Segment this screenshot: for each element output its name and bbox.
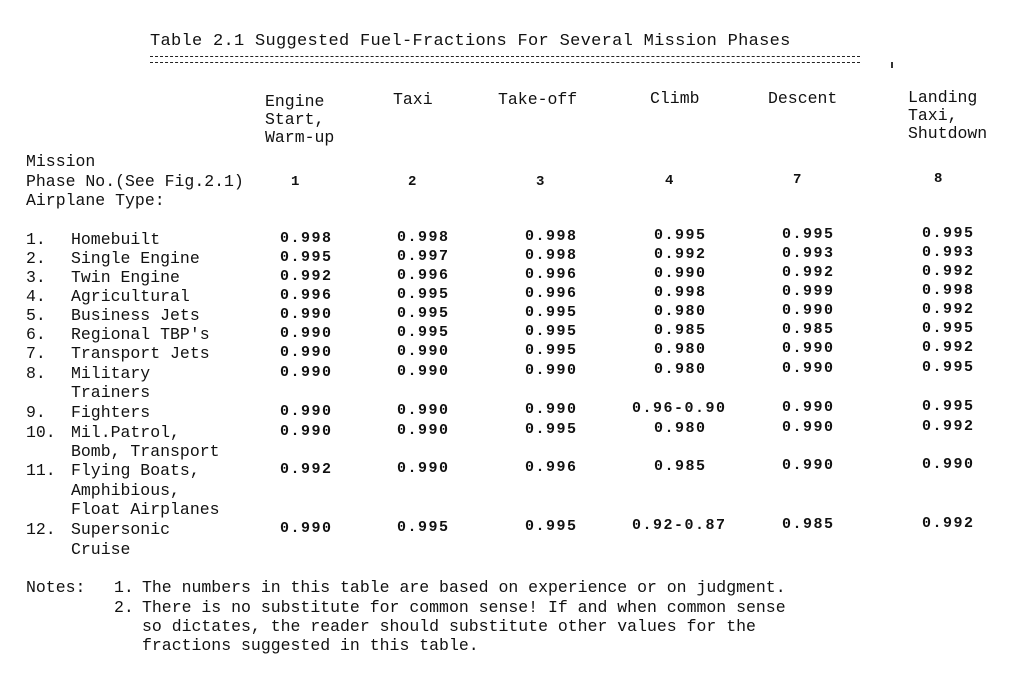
- fuel-fraction-value: 0.992: [280, 461, 333, 478]
- notes-label: Notes:: [26, 578, 86, 597]
- airplane-type-name: Agricultural: [71, 287, 190, 306]
- fuel-fraction-value: 0.998: [397, 229, 450, 246]
- note-text: fractions suggested in this table.: [142, 636, 479, 655]
- fuel-fraction-value: 0.990: [280, 325, 333, 342]
- airplane-type-name: Mil.Patrol,: [71, 423, 180, 442]
- fuel-fraction-value: 0.998: [525, 247, 578, 264]
- fuel-fraction-value: 0.990: [782, 457, 835, 474]
- note-text: so dictates, the reader should substitute other values for the: [142, 617, 756, 636]
- fuel-fraction-value: 0.990: [280, 520, 333, 537]
- fuel-fraction-value: 0.995: [922, 359, 975, 376]
- fuel-fraction-value: 0.995: [397, 324, 450, 341]
- fuel-fraction-value: 0.990: [782, 399, 835, 416]
- fuel-fraction-value: 0.985: [654, 458, 707, 475]
- fuel-fraction-value: 0.998: [280, 230, 333, 247]
- fuel-fraction-value: 0.995: [654, 227, 707, 244]
- fuel-fraction-value: 0.992: [922, 418, 975, 435]
- airplane-type-name: Amphibious,: [71, 481, 180, 500]
- fuel-fraction-value: 0.985: [782, 321, 835, 338]
- fuel-fraction-value: 0.995: [525, 323, 578, 340]
- fuel-fraction-value: 0.990: [782, 302, 835, 319]
- column-header-engine-start: Engine Start, Warm-up: [265, 92, 335, 147]
- fuel-fraction-value: 0.980: [654, 361, 707, 378]
- row-number: 12.: [26, 520, 56, 539]
- phase-number: 8: [934, 171, 943, 187]
- fuel-fraction-value: 0.995: [525, 421, 578, 438]
- airplane-type-name: Single Engine: [71, 249, 200, 268]
- airplane-type-name: Bomb, Transport: [71, 442, 220, 461]
- airplane-type-name: Regional TBP's: [71, 325, 210, 344]
- phase-number-label: Phase No.(See Fig.2.1): [26, 172, 244, 191]
- fuel-fraction-value: 0.985: [782, 516, 835, 533]
- row-number: 1.: [26, 230, 46, 249]
- row-number: 8.: [26, 364, 46, 383]
- airplane-type-label: Airplane Type:: [26, 191, 165, 210]
- fuel-fraction-value: 0.990: [280, 306, 333, 323]
- fuel-fraction-value: 0.990: [922, 456, 975, 473]
- airplane-type-name: Twin Engine: [71, 268, 180, 287]
- fuel-fraction-value: 0.996: [397, 267, 450, 284]
- phase-number: 4: [665, 173, 674, 189]
- fuel-fraction-value: 0.992: [922, 515, 975, 532]
- airplane-type-name: Cruise: [71, 540, 131, 559]
- airplane-type-name: Trainers: [71, 383, 151, 402]
- fuel-fraction-value: 0.995: [397, 519, 450, 536]
- fuel-fraction-value: 0.995: [525, 342, 578, 359]
- note-text: There is no substitute for common sense! If and when common sense: [142, 598, 786, 617]
- fuel-fraction-value: 0.997: [397, 248, 450, 265]
- scan-speck: [891, 62, 893, 68]
- fuel-fraction-value: 0.992: [782, 264, 835, 281]
- fuel-fraction-value: 0.995: [525, 518, 578, 535]
- airplane-type-name: Flying Boats,: [71, 461, 200, 480]
- row-number: 10.: [26, 423, 56, 442]
- fuel-fraction-value: 0.998: [654, 284, 707, 301]
- fuel-fraction-value: 0.990: [280, 364, 333, 381]
- fuel-fraction-value: 0.990: [654, 265, 707, 282]
- fuel-fraction-value: 0.990: [397, 343, 450, 360]
- note-text: The numbers in this table are based on experience or on judgment.: [142, 578, 786, 597]
- fuel-fraction-value: 0.995: [782, 226, 835, 243]
- fuel-fraction-value: 0.990: [525, 362, 578, 379]
- fuel-fraction-value: 0.990: [782, 419, 835, 436]
- note-number: 1.: [114, 578, 134, 597]
- column-header-climb: Climb: [650, 89, 700, 108]
- table-title: Table 2.1 Suggested Fuel-Fractions For Several Mission Phases: [150, 32, 791, 51]
- phase-number: 7: [793, 172, 802, 188]
- airplane-type-name: Float Airplanes: [71, 500, 220, 519]
- row-number: 3.: [26, 268, 46, 287]
- phase-number: 2: [408, 174, 417, 190]
- title-underline: [150, 56, 860, 63]
- note-number: 2.: [114, 598, 134, 617]
- fuel-fraction-value: 0.992: [280, 268, 333, 285]
- fuel-fraction-value: 0.990: [280, 403, 333, 420]
- fuel-fraction-value: 0.995: [525, 304, 578, 321]
- fuel-fraction-value: 0.996: [525, 266, 578, 283]
- fuel-fraction-value: 0.980: [654, 303, 707, 320]
- fuel-fraction-value: 0.990: [280, 423, 333, 440]
- fuel-fraction-value: 0.990: [397, 460, 450, 477]
- fuel-fraction-value: 0.999: [782, 283, 835, 300]
- column-header-descent: Descent: [768, 89, 838, 108]
- fuel-fraction-value: 0.980: [654, 420, 707, 437]
- fuel-fraction-value: 0.995: [922, 398, 975, 415]
- fuel-fraction-value: 0.996: [525, 285, 578, 302]
- fuel-fraction-value: 0.92-0.87: [632, 517, 727, 534]
- fuel-fraction-value: 0.992: [922, 301, 975, 318]
- fuel-fraction-value: 0.992: [922, 263, 975, 280]
- airplane-type-name: Military: [71, 364, 151, 383]
- row-number: 7.: [26, 344, 46, 363]
- row-number: 6.: [26, 325, 46, 344]
- fuel-fraction-value: 0.980: [654, 341, 707, 358]
- fuel-fraction-value: 0.992: [922, 339, 975, 356]
- phase-number: 1: [291, 174, 300, 190]
- fuel-fraction-value: 0.993: [782, 245, 835, 262]
- fuel-fraction-value: 0.990: [782, 360, 835, 377]
- row-number: 4.: [26, 287, 46, 306]
- fuel-fraction-value: 0.96-0.90: [632, 400, 727, 417]
- fuel-fraction-value: 0.995: [280, 249, 333, 266]
- fuel-fraction-value: 0.996: [525, 459, 578, 476]
- fuel-fraction-value: 0.995: [397, 305, 450, 322]
- fuel-fraction-value: 0.998: [922, 282, 975, 299]
- row-number: 9.: [26, 403, 46, 422]
- phase-number: 3: [536, 174, 545, 190]
- fuel-fraction-value: 0.992: [654, 246, 707, 263]
- fuel-fraction-value: 0.995: [922, 320, 975, 337]
- airplane-type-name: Business Jets: [71, 306, 200, 325]
- column-header-landing: Landing Taxi, Shutdown: [908, 88, 988, 143]
- fuel-fraction-value: 0.996: [280, 287, 333, 304]
- row-number: 11.: [26, 461, 56, 480]
- mission-label: Mission: [26, 152, 96, 171]
- fuel-fraction-value: 0.990: [397, 363, 450, 380]
- fuel-fraction-value: 0.990: [782, 340, 835, 357]
- row-number: 5.: [26, 306, 46, 325]
- fuel-fraction-value: 0.998: [525, 228, 578, 245]
- column-header-takeoff: Take-off: [498, 90, 578, 109]
- airplane-type-name: Homebuilt: [71, 230, 161, 249]
- fuel-fraction-value: 0.985: [654, 322, 707, 339]
- fuel-fraction-value: 0.990: [397, 402, 450, 419]
- fuel-fraction-value: 0.990: [280, 344, 333, 361]
- fuel-fraction-value: 0.995: [922, 225, 975, 242]
- fuel-fraction-value: 0.993: [922, 244, 975, 261]
- fuel-fraction-value: 0.990: [525, 401, 578, 418]
- row-number: 2.: [26, 249, 46, 268]
- fuel-fraction-value: 0.995: [397, 286, 450, 303]
- airplane-type-name: Supersonic: [71, 520, 171, 539]
- airplane-type-name: Transport Jets: [71, 344, 210, 363]
- airplane-type-name: Fighters: [71, 403, 151, 422]
- column-header-taxi: Taxi: [393, 90, 433, 109]
- fuel-fraction-value: 0.990: [397, 422, 450, 439]
